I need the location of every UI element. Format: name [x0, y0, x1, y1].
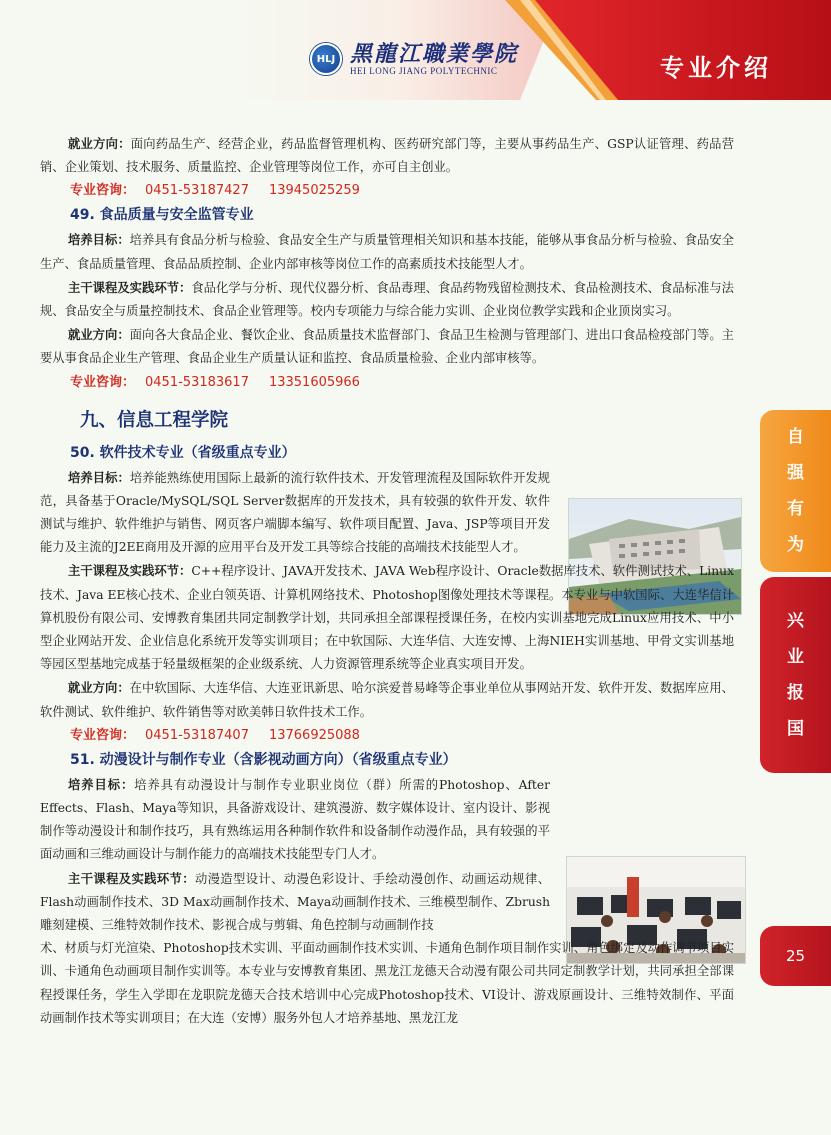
major-title-50: 50. 软件技术专业（省级重点专业） — [70, 444, 296, 461]
motto-char: 国 — [787, 719, 804, 739]
paragraph-job-50: 就业方向：在中软国际、大连华信、大连亚讯新思、哈尔滨爱普易峰等企事业单位从事网站开发、软件开发、数据库应用、软件测试、软件维护、软件销售等对欧美韩日软件技术工作。 — [40, 680, 734, 719]
college-logo — [310, 42, 518, 76]
motto-char: 业 — [787, 647, 804, 667]
logo-chinese-name: 黑龍江職業學院 — [350, 41, 519, 67]
motto-char: 兴 — [787, 611, 804, 631]
motto-char: 为 — [787, 535, 804, 555]
motto-char: 强 — [787, 463, 804, 483]
paragraph-job-49: 就业方向：面向各大食品企业、餐饮企业、食品质量技术监督部门、食品卫生检测与管理部门、进出口食品检疫部门等。主要从事食品企业生产管理、食品企业生产质量认证和监控、食品质量检验、企业内部审核等。 — [40, 327, 734, 366]
consult-line-49: 专业咨询： 0451-53183617 13351605966 — [70, 374, 360, 390]
major-title-51: 51. 动漫设计与制作专业（含影视动画方向）（省级重点专业） — [70, 751, 457, 768]
consult-line-50: 专业咨询： 0451-53187407 13766925088 — [70, 727, 360, 743]
side-tab-motto-1 — [760, 410, 831, 572]
paragraph-course-51-cont: 术、材质与灯光渲染、Photoshop技术实训、平面动画制作技术实训、卡通角色制作项目制作实训、角色绑定及动作调节项目实训、卡通角色动画项目制作实训等。本专业与安博教育集团、黑龙江龙德天合动漫有限公司共同定制教学计划，共同承担全部课程授课任务，学生入学即在龙职院龙德天合技术培训中心完成Photoshop技术、VI设计、游戏原画设计、三维特效制作、平面动画制作技术等实训项目；在大连（安博）服务外包人才培养基地、黑龙江龙 — [40, 941, 734, 1025]
section-tag: 专业介绍 — [660, 54, 772, 82]
motto-char: 有 — [787, 499, 804, 519]
paragraph-goal-49: 培养目标：培养具有食品分析与检验、食品安全生产与质量管理相关知识和基本技能，能够从事食品分析与检验、食品安全生产、食品质量管理、食品品质控制、企业内部审核等岗位工作的高素质技术技能型人才。 — [40, 232, 734, 271]
side-tab-motto-2 — [760, 577, 831, 773]
paragraph-course-50: 主干课程及实践环节：C++程序设计、JAVA开发技术、JAVA Web程序设计、Oracle数据库技术、软件测试技术、Linux技术、Java EE核心技术、企业白领英语、计算机网络技术、Photoshop图像处理技术等课程。本专业与中软国际、大连华信计算机股份有限公司、安博教育集团共同定制教学计划，共同承担全部课程授课任务，在校内实训基地完成Linux应用技术、中小型企业网站开发、企业信息化系统开发等实训项目；在中软国际、大连华信、大连安博、上海NIEH实训基地、甲骨文实训基地等园区型基地完成基于轻量级框架的企业级系统、人力资源管理系统等企业真实项目开发。 — [40, 563, 734, 672]
page-number: 25 — [760, 926, 831, 986]
logo-english-name: HEI LONG JIANG POLYTECHNIC — [350, 66, 498, 76]
motto-char: 自 — [787, 427, 804, 447]
paragraph-course-49: 主干课程及实践环节：食品化学与分析、现代仪器分析、食品毒理、食品药物残留检测技术、食品检测技术、食品标准与法规、食品安全与质量控制技术、食品企业管理等。校内专项能力与综合能力实训、企业岗位教学实践和企业顶岗实习。 — [40, 279, 734, 319]
paragraph-course-51: 主干课程及实践环节：动漫造型设计、动漫色彩设计、手绘动漫创作、动画运动规律、Flash动画制作技术、3D Max动画制作技术、Maya动画制作技术、三维模型制作、Zbrush雕刻建模、三维特效制作技术、影视合成与剪辑、角色控制与动画制作技 — [40, 870, 550, 933]
paragraph-goal-50: 培养目标：培养能熟练使用国际上最新的流行软件技术、开发管理流程及国际软件开发规范，具备基于Oracle/MySQL/SQL Server数据库的开发技术，具有较强的软件开发、软件测试与维护、软件维护与销售、网页客户端脚本编写、软件项目配置、Java、JSP等项目开发能力及主流的J2EE商用及开源的应用平台及开发工具等综合技能的高端技术技能型人才。 — [40, 469, 550, 555]
motto-char: 报 — [787, 683, 804, 703]
consult-line-48: 专业咨询： 0451-53187427 13945025259 — [70, 183, 360, 199]
major-title-49: 49. 食品质量与安全监管专业 — [70, 207, 254, 224]
page-content — [40, 132, 734, 1030]
college-heading: 九、信息工程学院 — [80, 409, 229, 431]
paragraph-job-48: 就业方向：面向药品生产、经营企业，药品监督管理机构、医药研究部门等，主要从事药品生产、GSP认证管理、药品营销、企业策划、技术服务、质量监控、企业管理等岗位工作，亦可自主创业。 — [40, 136, 734, 175]
paragraph-goal-51: 培养目标：培养具有动漫设计与制作专业职业岗位（群）所需的Photoshop、After Effects、Flash、Maya等知识，具备游戏设计、建筑漫游、数字媒体设计、室内设计、影视制作等动漫设计和制作技巧，具有熟练运用各种制作软件和设备制作动漫作品，具有较强的平面动画和三维动画设计与制作能力的高端技术技能型专门人才。 — [40, 776, 550, 862]
college-emblem-icon: HLJ — [310, 43, 342, 75]
page-header — [0, 0, 831, 100]
